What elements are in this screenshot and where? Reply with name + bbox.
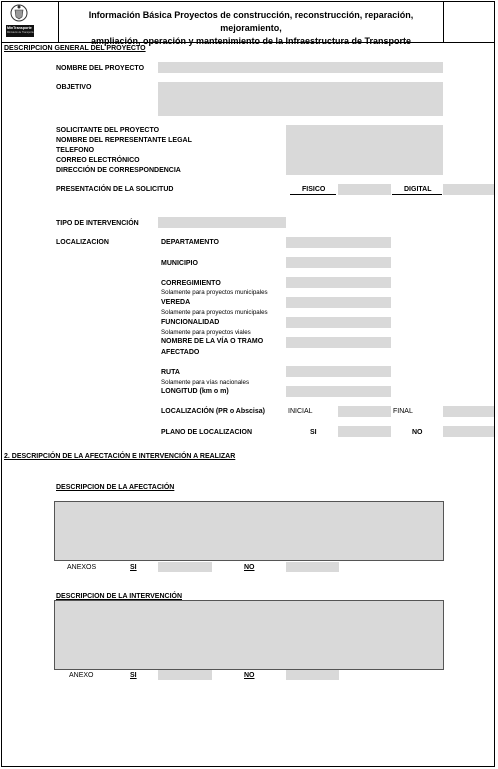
section1-heading: DESCRIPCION GENERAL DEL PROYECTO <box>4 45 146 52</box>
label-telefono: TELEFONO <box>56 147 95 154</box>
header-divider <box>443 1 444 42</box>
label-ruta: RUTA <box>161 369 180 376</box>
vereda-field[interactable] <box>286 297 391 308</box>
label-plano-si: SI <box>310 429 317 436</box>
label-direccion: DIRECCIÓN DE CORRESPONDENCIA <box>56 167 181 174</box>
anexo-no-field[interactable] <box>286 670 339 680</box>
logo-text: MinTransporte <box>7 26 32 30</box>
departamento-field[interactable] <box>286 237 391 248</box>
afectacion-textarea[interactable] <box>54 501 444 561</box>
section2-heading: 2. DESCRIPCIÓN DE LA AFECTACIÓN E INTERVENCIÓN A REALIZAR <box>4 453 236 460</box>
solicitante-info-field[interactable] <box>286 125 443 175</box>
label-fisico: FISICO <box>302 186 326 193</box>
intervencion-textarea[interactable] <box>54 600 444 670</box>
municipio-field[interactable] <box>286 257 391 268</box>
form-header <box>1 1 495 46</box>
label-inicial: INICIAL <box>288 408 313 415</box>
plano-no-field[interactable] <box>443 426 494 437</box>
label-plano: PLANO DE LOCALIZACION <box>161 429 252 436</box>
label-anexos: ANEXOS <box>67 564 97 571</box>
label-presentacion: PRESENTACIÓN DE LA SOLICITUD <box>56 186 174 193</box>
label-corregimiento: CORREGIMIENTO <box>161 280 221 287</box>
note-municipales-2: Solamente para proyectos municipales <box>161 309 268 316</box>
title-line-1: Información Básica Proyectos de construcción, reconstrucción, reparación, mejoramiento, <box>88 10 414 33</box>
label-anexo-si: SI <box>130 672 137 679</box>
label-localizacion: LOCALIZACION <box>56 239 109 246</box>
label-representante: NOMBRE DEL REPRESENTANTE LEGAL <box>56 137 192 144</box>
logo-badge <box>6 25 34 37</box>
fisico-field[interactable] <box>338 184 391 195</box>
label-anexo-no: NO <box>244 672 255 679</box>
label-plano-no: NO <box>412 429 423 436</box>
label-nombre-via-2: AFECTADO <box>161 349 200 356</box>
note-municipales-1: Solamente para proyectos municipales <box>161 289 268 296</box>
final-field[interactable] <box>443 406 494 417</box>
nombre-proyecto-field[interactable] <box>158 62 443 73</box>
label-anexo: ANEXO <box>69 672 94 679</box>
longitud-field[interactable] <box>286 386 391 397</box>
label-digital: DIGITAL <box>404 186 432 193</box>
ruta-field[interactable] <box>286 366 391 377</box>
label-correo: CORREO ELECTRÓNICO <box>56 157 140 164</box>
label-solicitante: SOLICITANTE DEL PROYECTO <box>56 127 160 134</box>
digital-field[interactable] <box>443 184 494 195</box>
title-line-2: ampliación, operación y mantenimiento de la Infraestructura de Transporte <box>90 36 412 46</box>
coat-of-arms-icon <box>9 3 29 23</box>
plano-si-field[interactable] <box>338 426 391 437</box>
label-afectacion: DESCRIPCION DE LA AFECTACIÓN <box>56 484 175 491</box>
label-departamento: DEPARTAMENTO <box>161 239 219 246</box>
label-municipio: MUNICIPIO <box>161 260 198 267</box>
fisico-underline <box>290 194 336 195</box>
anexos-no-field[interactable] <box>286 562 339 572</box>
label-localizacion-pr: LOCALIZACIÓN (PR o Abscisa) <box>161 408 265 415</box>
label-funcionalidad: FUNCIONALIDAD <box>161 319 220 326</box>
label-objetivo: OBJETIVO <box>56 84 92 91</box>
objetivo-field[interactable] <box>158 82 443 116</box>
label-longitud: LONGITUD (km o m) <box>161 388 229 395</box>
logo-cell <box>1 1 59 42</box>
label-nombre-proyecto: NOMBRE DEL PROYECTO <box>56 65 145 72</box>
digital-underline <box>392 194 442 195</box>
label-vereda: VEREDA <box>161 299 191 306</box>
inicial-field[interactable] <box>338 406 391 417</box>
anexos-si-field[interactable] <box>158 562 212 572</box>
tipo-intervencion-field[interactable] <box>158 217 286 228</box>
note-nacionales: Solamente para vías nacionales <box>161 379 250 386</box>
label-tipo-intervencion: TIPO DE INTERVENCIÓN <box>56 220 139 227</box>
nombre-via-field[interactable] <box>286 337 391 348</box>
anexo-si-field[interactable] <box>158 670 212 680</box>
label-final: FINAL <box>393 408 413 415</box>
label-anexos-si: SI <box>130 564 137 571</box>
label-nombre-via-1: NOMBRE DE LA VÍA O TRAMO <box>161 338 264 345</box>
note-viales: Solamente para proyectos viales <box>161 329 251 336</box>
funcionalidad-field[interactable] <box>286 317 391 328</box>
logo-subtext: Ministerio de Transporte <box>7 31 34 34</box>
label-intervencion: DESCRIPCION DE LA INTERVENCIÓN <box>56 593 183 600</box>
form-title <box>63 9 439 48</box>
corregimiento-field[interactable] <box>286 277 391 288</box>
label-anexos-no: NO <box>244 564 255 571</box>
